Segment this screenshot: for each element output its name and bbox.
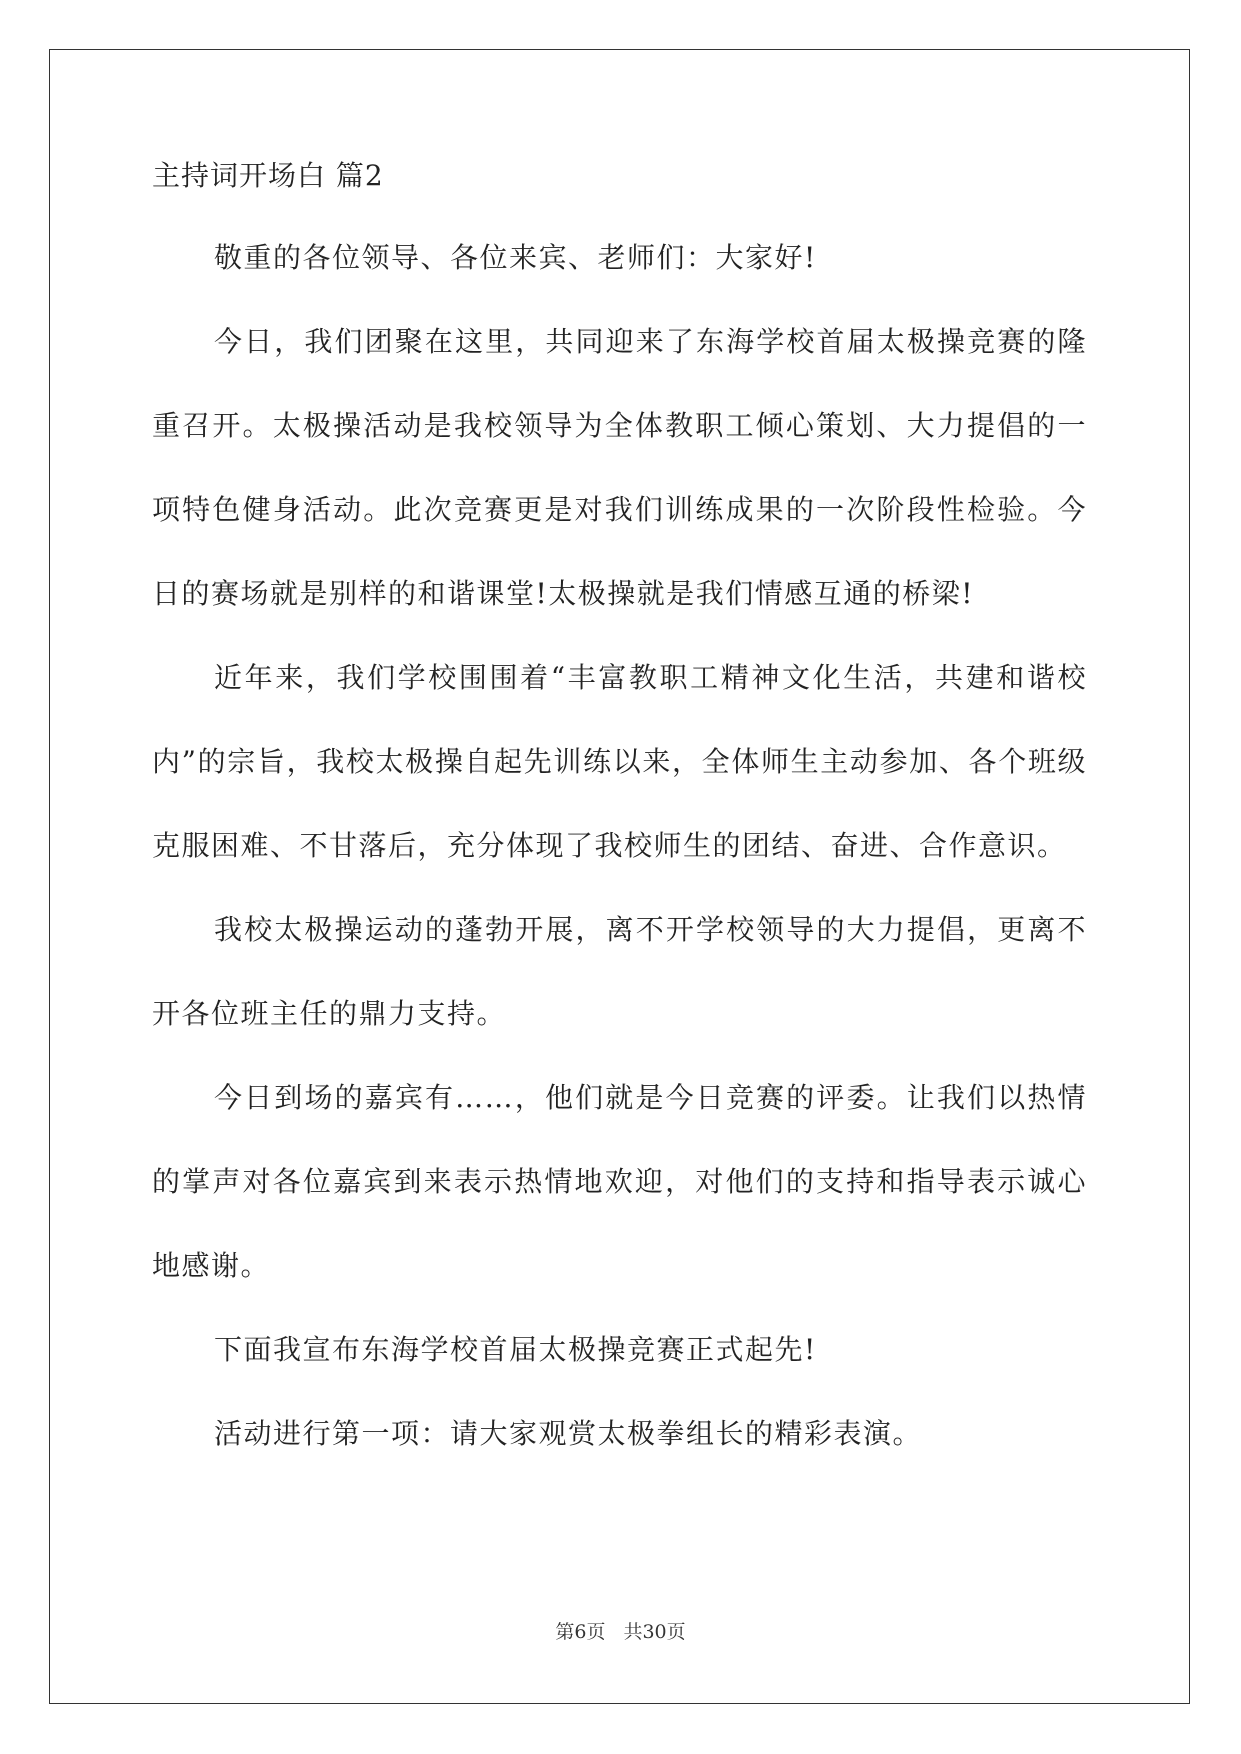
- paragraph-background: 近年来，我们学校围围着“丰富教职工精神文化生活，共建和谐校内”的宗旨，我校太极操自起先训练以来，全体师生主动参加、各个班级克服困难、不甘落后，充分体现了我校师生的团结、奋进、合作意识。: [152, 661, 1087, 862]
- paragraph-guests: 今日到场的嘉宾有……，他们就是今日竞赛的评委。让我们以热情的掌声对各位嘉宾到来表示热情地欢迎，对他们的支持和指导表示诚心地感谢。: [152, 1081, 1087, 1282]
- section-heading: 主持词开场白 篇2: [152, 159, 384, 192]
- paragraph-opening: 今日，我们团聚在这里，共同迎来了东海学校首届太极操竞赛的隆重召开。太极操活动是我校领导为全体教职工倾心策划、大力提倡的一项特色健身活动。此次竞赛更是对我们训练成果的一次阶段性检验。今日的赛场就是别样的和谐课堂!太极操就是我们情感互通的桥梁!: [152, 325, 1087, 610]
- paragraph-thanks-leaders: 我校太极操运动的蓬勃开展，离不开学校领导的大力提倡，更离不开各位班主任的鼎力支持。: [152, 913, 1087, 1030]
- document-body: [152, 160, 1087, 1476]
- page-footer: [0, 1621, 1241, 1643]
- paragraph-greeting: 敬重的各位领导、各位来宾、老师们：大家好!: [214, 241, 817, 274]
- paragraph-first-item: 活动进行第一项：请大家观赏太极拳组长的精彩表演。: [214, 1417, 923, 1450]
- page-total: 共30页: [623, 1621, 686, 1643]
- page-number: 第6页: [555, 1621, 606, 1643]
- paragraph-announcement: 下面我宣布东海学校首届太极操竞赛正式起先!: [214, 1333, 817, 1366]
